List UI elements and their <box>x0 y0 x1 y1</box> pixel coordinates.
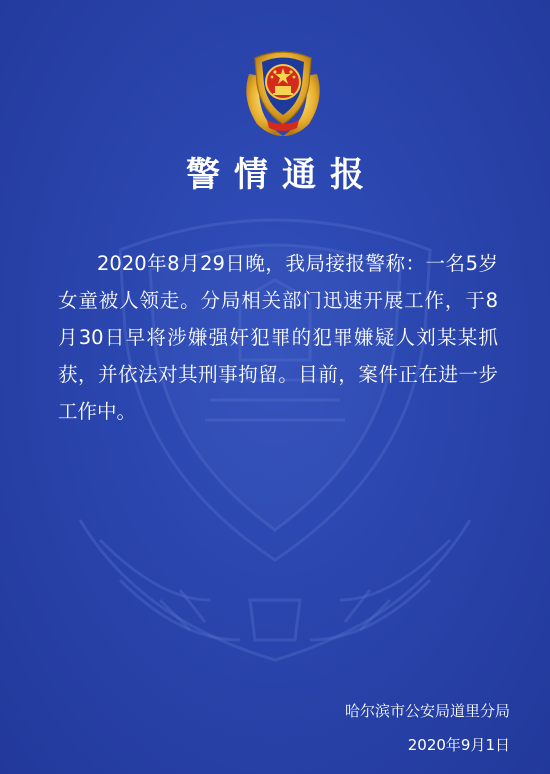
police-badge-icon <box>239 44 327 140</box>
issue-date: 2020年9月1日 <box>407 736 510 754</box>
issuer-name: 哈尔滨市公安局道里分局 <box>344 702 510 720</box>
notice-body: 2020年8月29日晚，我局接报警称：一名5岁女童被人领走。分局相关部门迅速开展工作，于8月30日早将涉嫌强奸犯罪的犯罪嫌疑人刘某某抓获，并依法对其刑事拘留。目前，案件正在进一步工作中。 <box>58 252 498 423</box>
page-title: 警情通报 <box>186 155 378 195</box>
signature-block <box>345 694 510 762</box>
